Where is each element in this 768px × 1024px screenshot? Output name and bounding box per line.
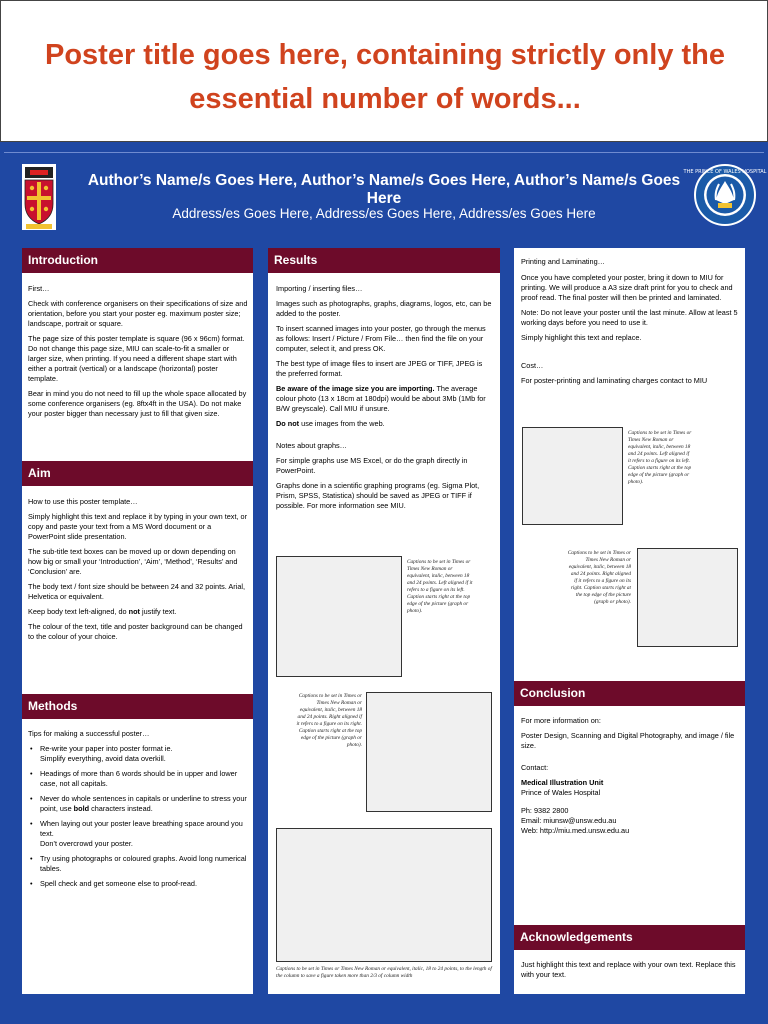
aim-text-bold: not	[128, 607, 140, 616]
seal-text: THE PRINCE OF WALES HOSPITAL	[683, 169, 767, 175]
printing-paragraph: Simply highlight this text and replace.	[521, 333, 642, 342]
results-paragraph: Graphs done in a scientific graphing programs (eg. Sigma Plot, Prism, SPSS, Statistica) should be saved as JPEG or TIFF if possible. For more information see MIU.	[276, 481, 480, 510]
introduction-heading: Introduction	[22, 248, 253, 273]
intro-paragraph: The page size of this poster template is square (96 x 96cm) format. Do not change this page size, MIU can scale-to-fit a smaller or larger size, when printing. If you need a different shape start with either a portrait (vertical) or a landscape (horizontal) poster template.	[28, 334, 245, 383]
results-paragraph: To insert scanned images into your poster, go through the menus as follows: Insert / Picture / From File… then find the file on your computer, select it, and press OK.	[276, 324, 486, 353]
list-item: • Headings of more than 6 words should be in upper and lower case, not all capitals.	[28, 769, 248, 789]
list-item	[28, 744, 248, 764]
aim-text: Keep body text left-aligned, do	[28, 607, 129, 616]
conclusion-paragraph: For more information on:	[521, 716, 601, 725]
intro-paragraph: First…	[28, 284, 50, 293]
introduction-body	[28, 284, 248, 424]
conclusion-contact	[521, 806, 739, 836]
conclusion-paragraph: Contact:	[521, 763, 549, 772]
results-text-bold: Do not	[276, 419, 300, 428]
figure-caption: Captions to be set in Times or Times New Roman or equivalent, italic, between 18 and 24 points. Left aligned if it refers to a figure on its left. Caption starts right at the top edge of the picture (graph or photo).	[407, 559, 473, 614]
aim-paragraph	[28, 607, 248, 617]
list-item: • Try using photographs or coloured graphs. Avoid long numerical tables.	[28, 854, 248, 874]
results-paragraph	[276, 419, 492, 429]
results-paragraph: For simple graphs use MS Excel, or do the graph directly in PowerPoint.	[276, 456, 468, 475]
list-text: characters instead.	[89, 804, 153, 813]
list-text-bold: bold	[73, 804, 90, 813]
aim-paragraph: The body text / font size should be between 24 and 32 points. Arial, Helvetica or equivalent.	[28, 582, 246, 601]
aim-paragraph: The sub-title text boxes can be moved up or down depending on how big or small your ‘Introduction’, ‘Aim’, ‘Method’, ‘Results’ and ‘Conclusion’ are.	[28, 547, 238, 576]
results-text-bold: Be aware of the image size you are importing.	[276, 384, 435, 393]
printing-paragraph: Note: Do not leave your poster until the last minute. Allow at least 5 working days before you need to use it.	[521, 308, 738, 327]
contact-hospital: Prince of Wales Hospital	[521, 788, 601, 797]
methods-body	[28, 729, 248, 894]
image-placeholder	[366, 692, 492, 812]
image-placeholder	[276, 556, 402, 677]
intro-paragraph: Bear in mind you do not need to fill up the whole space allocated by some conference organisers (eg. 8ftx4ft in the USA). Do not make your poster bigger than necessary just to fill that given size.	[28, 389, 247, 418]
printing-paragraph: Cost…	[521, 361, 544, 370]
contact-phone: Ph: 9382 2800	[521, 806, 569, 815]
aim-paragraph: The colour of the text, title and poster background can be changed to the colour of your choice.	[28, 622, 243, 641]
results-paragraph	[276, 384, 492, 414]
author-names: Author’s Name/s Goes Here, Author’s Name/s Goes Here, Author’s Name/s Goes Here	[87, 172, 681, 207]
list-item	[28, 794, 248, 814]
contact-web: Web: http://miu.med.unsw.edu.au	[521, 826, 630, 835]
results-paragraph: The best type of image files to insert are JPEG or TIFF, JPEG is the preferred format.	[276, 359, 483, 378]
figure-caption: Captions to be set in Times or Times New Roman or equivalent, italic, between 18 and 24 points. Left aligned if it refers to a figure on its left. Caption starts right at the top edge of the picture (graph or photo).	[628, 430, 692, 485]
methods-intro: Tips for making a successful poster…	[28, 729, 150, 738]
list-text: Simplify everything, avoid data overkill.	[40, 754, 166, 763]
list-text: Re-write your paper into poster format ie.	[40, 744, 173, 753]
poster-title: Poster title goes here, containing strictly only the essential number of words...	[44, 39, 726, 115]
prince-of-wales-seal-icon	[683, 164, 767, 226]
list-text: When laying out your poster leave breathing space around you text.	[40, 819, 243, 838]
results-text: The average colour photo (13 x 18cm at 180dpi) would be about 3Mb (1Mb for B/W greyscale). Call MIU if unsure.	[276, 384, 486, 413]
results-heading: Results	[268, 248, 500, 273]
conclusion-paragraph: Poster Design, Scanning and Digital Photography, and image / file size.	[521, 731, 735, 750]
printing-paragraph: Once you have completed your poster, bring it down to MIU for printing. We will produce a A3 size draft print for you to check and proof read. The final poster will then be printed and laminated.	[521, 273, 733, 302]
results-paragraph: Importing / inserting files…	[276, 284, 363, 293]
printing-body	[521, 257, 739, 391]
author-addresses: Address/es Goes Here, Address/es Goes Here, Address/es Goes Here	[172, 206, 596, 221]
image-placeholder	[522, 427, 623, 525]
aim-heading: Aim	[22, 461, 253, 486]
figure-caption: Captions to be set in Times or Times New Roman or equivalent, italic, 18 to 24 points, to the length of the column to save a figure taken more than 2/3 of column width	[276, 966, 492, 979]
list-item: • Spell check and get someone else to proof-read.	[28, 879, 248, 889]
figure-caption: Captions to be set in Times or Times New Roman or equivalent, italic, between 18 and 24 points. Right aligned if it refers to a figure on its right. Caption starts right at the top edge of the picture (graph or photo).	[296, 693, 362, 748]
conclusion-contact	[521, 778, 739, 798]
results-paragraph: Images such as photographs, graphs, diagrams, logos, etc, can be added to the poster.	[276, 299, 492, 318]
acknowledgements-heading: Acknowledgements	[514, 925, 745, 950]
intro-paragraph: Check with conference organisers on their specifications of size and orientation, before you start your poster eg. maximum poster size; landscape, portrait or square.	[28, 299, 248, 328]
contact-unit: Medical Illustration Unit	[521, 778, 604, 787]
aim-text: justify text.	[139, 607, 177, 616]
list-text: Don’t overcrowd your poster.	[40, 839, 133, 848]
aim-paragraph: Simply highlight this text and replace it by typing in your own text, or copy and paste your text from a MS Word document or a PowerPoint slide presentation.	[28, 512, 248, 541]
results-body	[276, 284, 492, 516]
acknowledgements-body	[521, 960, 739, 985]
results-text: use images from the web.	[299, 419, 385, 428]
conclusion-body	[521, 716, 739, 841]
university-crest-icon	[22, 164, 56, 230]
aim-body	[28, 497, 248, 647]
printing-paragraph: For poster-printing and laminating charges contact to MIU	[521, 376, 708, 385]
ack-paragraph: Just highlight this text and replace with your own text. Replace this with your text.	[521, 960, 736, 979]
list-text: Never do whole sentences in capitals or underline to stress your point, use	[40, 794, 247, 813]
image-placeholder	[276, 828, 492, 962]
conclusion-heading: Conclusion	[514, 681, 745, 706]
list-item	[28, 819, 248, 849]
figure-caption: Captions to be set in Times or Times New Roman or equivalent, italic, between 18 and 24 points. Right aligned if it refers to a figure on its right. Caption starts right at the top edge of the picture (graph or photo).	[567, 550, 631, 605]
results-paragraph: Notes about graphs…	[276, 441, 347, 450]
printing-paragraph: Printing and Laminating…	[521, 257, 605, 266]
divider	[4, 152, 764, 153]
methods-heading: Methods	[22, 694, 253, 719]
title-bar	[0, 0, 768, 142]
image-placeholder	[637, 548, 738, 647]
contact-email: Email: miunsw@unsw.edu.au	[521, 816, 617, 825]
aim-paragraph: How to use this poster template…	[28, 497, 138, 506]
